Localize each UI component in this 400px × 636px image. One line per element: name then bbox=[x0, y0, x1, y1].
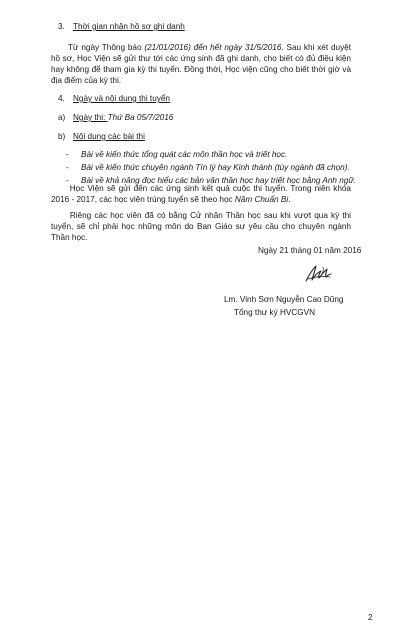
bullet-marker: - bbox=[66, 163, 69, 172]
section-4-heading: Ngày và nội dung thi tuyển bbox=[73, 94, 170, 103]
item-a-label: Ngày thi: bbox=[73, 113, 108, 122]
date-line: Ngày 21 tháng 01 năm 2016 bbox=[258, 246, 362, 255]
page-number: 2 bbox=[368, 613, 373, 622]
bullet-item: Bài về kiến thức chuyên ngành Tín lý hay Kinh thánh (tùy ngành đã chọn). bbox=[81, 163, 350, 172]
section-3-paragraph bbox=[51, 42, 351, 86]
program-name: Năm Chuẩn Bị bbox=[234, 195, 289, 204]
bullet-marker: - bbox=[66, 150, 69, 159]
item-a-text bbox=[73, 112, 173, 123]
special-paragraph bbox=[51, 210, 351, 243]
signer-name: Lm. Vinh Sơn Nguyễn Cao Dũng bbox=[224, 295, 344, 304]
para-mid: đến hết ngày bbox=[190, 43, 245, 52]
section-4-number: 4. bbox=[58, 94, 65, 103]
exam-date: Thứ Ba 05/7/2016 bbox=[107, 113, 174, 122]
para-rest: . Sau khi xét duyệt hồ sơ, Học Viện sẽ gửi thư tới các ứng sinh đã ghi danh, cho biết có đủ điều kiện hay không để tham gia kỳ thi tuyển. Đồng thời, Học viện cũng cho biết thời giờ và địa điểm của kỳ thi. bbox=[51, 43, 351, 85]
section-3-heading: Thời gian nhận hồ sơ ghi danh bbox=[73, 22, 185, 31]
bullet-item: Bài về kiến thức tổng quát các môn thần học và triết học. bbox=[81, 150, 288, 159]
results-suffix: . bbox=[288, 195, 291, 204]
results-paragraph bbox=[51, 183, 351, 205]
section-3-number: 3. bbox=[58, 22, 65, 31]
results-text: Học Viện sẽ gửi đến các ứng sinh kết quả cuộc thi tuyển. Trong niên khóa 2016 - 2017, các học viên trúng tuyển sẽ theo học bbox=[51, 184, 351, 204]
special-text: Riêng các học viên đã có bằng Cử nhân Thần học sau khi vượt qua kỳ thi tuyển, sẽ chỉ phải học những môn do Ban Giáo sư yêu cầu cho chuyên ngành Thần học. bbox=[51, 211, 351, 242]
item-b-label: Nội dung các bài thi bbox=[73, 132, 145, 141]
bullet-item: Bài về khả năng đọc hiểu các bản văn thần học hay triết học bằng Anh ngữ. bbox=[81, 176, 356, 185]
signer-title: Tổng thư ký HVCGVN bbox=[234, 308, 316, 317]
date-start: (21/01/2016) bbox=[144, 43, 191, 52]
signature-icon bbox=[303, 262, 333, 286]
date-end: 31/5/2016 bbox=[244, 43, 282, 52]
item-b-marker: b) bbox=[58, 132, 66, 141]
bullet-marker: - bbox=[66, 176, 69, 185]
para-prefix: Từ ngày Thông báo bbox=[68, 43, 145, 52]
item-a-marker: a) bbox=[58, 113, 66, 122]
